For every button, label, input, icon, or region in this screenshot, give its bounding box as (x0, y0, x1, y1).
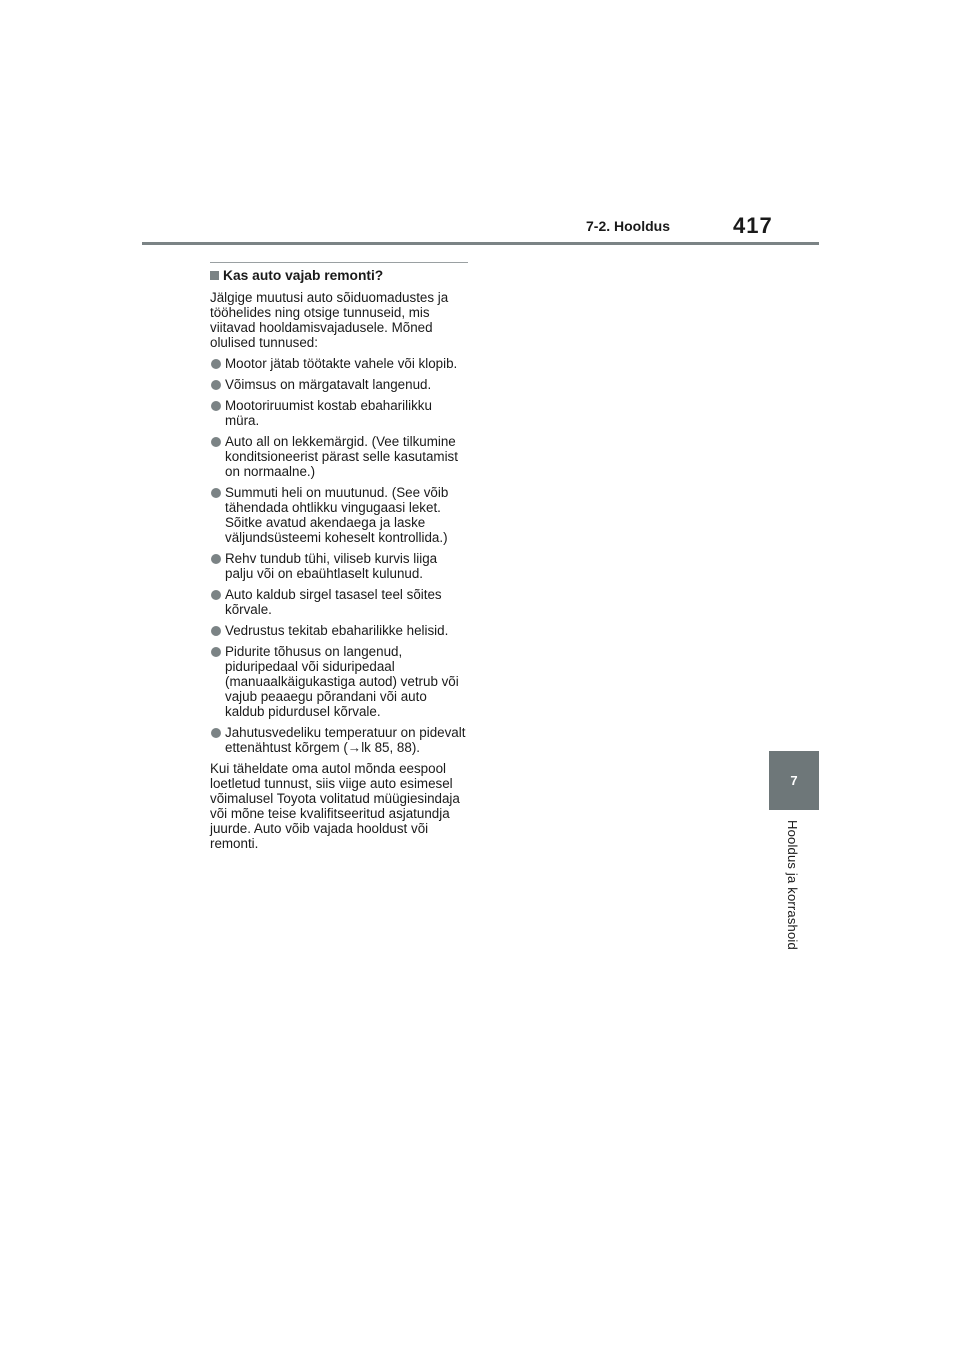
list-item-text: Pidurite tõhusus on langenud, piduripedaal või siduripedaal (manuaalkäigukastiga autod) vetrub või vajub peaaegu põrandani või auto kaldub pidurdusel kõrvale. (225, 644, 459, 719)
list-item (210, 587, 468, 617)
list-item-text: Vedrustus tekitab ebaharilikke helisid. (225, 623, 449, 638)
circle-bullet-icon (211, 359, 221, 369)
circle-bullet-icon (211, 590, 221, 600)
circle-bullet-icon (211, 401, 221, 411)
circle-bullet-icon (211, 437, 221, 447)
intro-paragraph: Jälgige muutusi auto sõiduomadustes ja tööhelides ning otsige tunnuseid, mis viitavad hooldamisvajadusele. Mõned olulised tunnused: (210, 290, 449, 350)
circle-bullet-icon (211, 554, 221, 564)
list-item-text: Summuti heli on muutunud. (See võib tähendada ohtlikku vingugaasi leket. Sõitke avatud akendaega ja laske väljundsüsteemi koheselt kontrollida.) (225, 485, 449, 545)
chapter-tab (769, 751, 819, 810)
heading-divider (210, 262, 468, 263)
list-item-text: Mootoriruumist kostab ebaharilikku müra. (225, 398, 432, 428)
section-heading-text: Kas auto vajab remonti? (223, 268, 384, 283)
content-column (210, 262, 468, 857)
chapter-label: Hooldus ja korrashoid (785, 820, 800, 950)
list-item-text: Auto kaldub sirgel tasasel teel sõites kõrvale. (225, 587, 442, 617)
list-item (210, 377, 468, 392)
symptom-list (210, 356, 468, 755)
circle-bullet-icon (211, 626, 221, 636)
list-item-text: Võimsus on märgatavalt langenud. (225, 377, 432, 392)
list-item-text: Mootor jätab töötakte vahele või klopib. (225, 356, 458, 371)
list-item-text: Rehv tundub tühi, viliseb kurvis liiga palju või on ebaühtlaselt kulunud. (225, 551, 438, 581)
page-number: 417 (733, 213, 773, 238)
section-title: 7-2. Hooldus (586, 218, 671, 234)
section-heading (210, 268, 468, 283)
list-item (210, 551, 468, 581)
list-item-text: Jahutusvedeliku temperatuur on pidevalt ettenähtust kõrgem (→lk 85, 88). (225, 725, 466, 755)
chapter-number: 7 (790, 773, 798, 788)
list-item (210, 725, 468, 755)
circle-bullet-icon (211, 380, 221, 390)
list-item (210, 623, 468, 638)
circle-bullet-icon (211, 728, 221, 738)
list-item (210, 644, 468, 719)
list-item-text: Auto all on lekkemärgid. (Vee tilkumine konditsioneerist pärast selle kasutamist on normaalne.) (225, 434, 458, 479)
list-item (210, 434, 468, 479)
closing-paragraph: Kui täheldate oma autol mõnda eespool loetletud tunnust, siis viige auto esimesel võimalusel Toyota volitatud müügiesindaja või mõne teise kvalifitseeritud asjatundja juurde. Auto võib vajada hooldust või remonti. (210, 761, 460, 851)
list-item (210, 485, 468, 545)
circle-bullet-icon (211, 488, 221, 498)
circle-bullet-icon (211, 647, 221, 657)
square-bullet-icon (210, 271, 219, 280)
list-item (210, 356, 468, 371)
header-divider (142, 242, 819, 245)
list-item (210, 398, 468, 428)
